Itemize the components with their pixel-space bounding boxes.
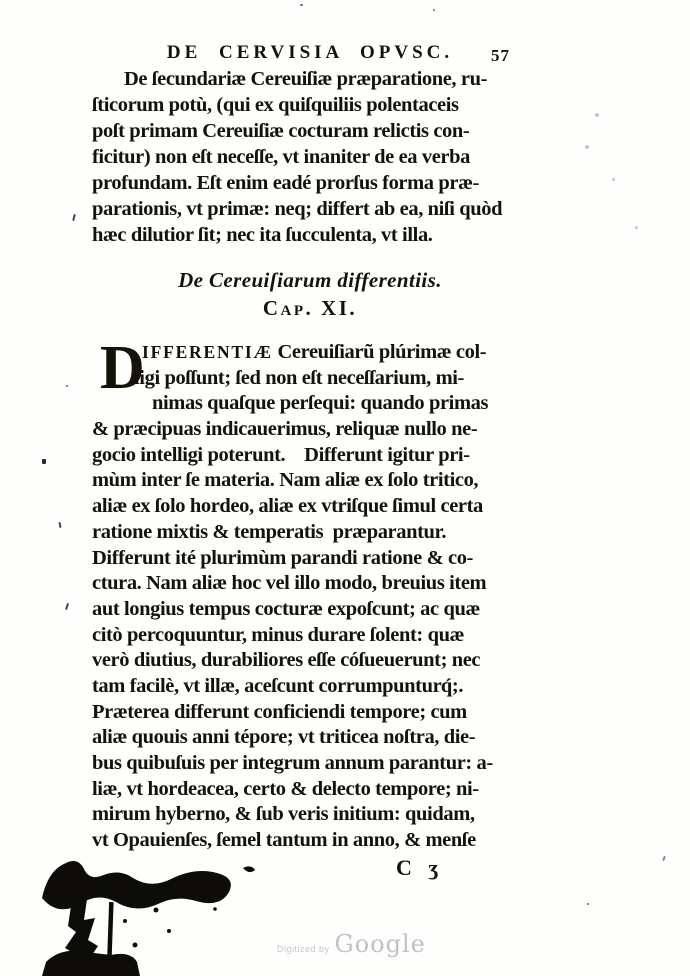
scan-speckle — [635, 226, 638, 229]
text-line: ficitur) non eſt neceſſe, vt inaniter de ea verba — [92, 146, 470, 168]
scan-speckle — [585, 145, 589, 149]
paragraph-secundaria-cereuisia — [92, 66, 570, 248]
text-line: mùm inter ſe materia. Nam aliæ ex ſolo tritico, — [92, 469, 479, 492]
text-line: Præterea differunt conficiendi tempore; cum — [92, 700, 467, 723]
text-line: citò percoquuntur, minus durare ſolent: quæ — [92, 623, 464, 646]
watermark-prefix: Digitized by — [277, 944, 330, 954]
text-line: Differunt ité plurimùm parandi ratione & co- — [92, 546, 473, 569]
text-line: mirum hyberno, & ſub veris initium: quidam, — [92, 803, 475, 826]
text-line: aliæ quouis anni tépore; vt triticea noſtra, die- — [92, 726, 476, 749]
text-line — [92, 340, 570, 366]
chapter-heading — [75, 266, 545, 322]
scan-speckle — [300, 4, 303, 6]
text-line: & præcipuas indicauerimus, reliquæ nullo ne- — [92, 418, 478, 441]
text-line: tam facilè, vt illæ, aceſcunt corrumpunturq́;. — [92, 674, 464, 697]
text-line: poſt primam Cereuiſiæ cocturam relictis con- — [92, 120, 470, 142]
chapter-number: Cap. XI. — [262, 296, 358, 320]
text-line: verò diutius, durabiliores eſſe cóſueuerunt; nec — [92, 649, 481, 672]
lead-word-small-caps: IFFERENTIÆ — [142, 342, 273, 362]
google-logo: Google — [334, 930, 426, 958]
text-line: gocio intelligi poterunt. Differunt igitur pri- — [92, 443, 470, 466]
scan-speckle — [65, 603, 69, 610]
scan-speckle — [433, 9, 435, 11]
chapter-title-italic: De Cereuiſiarum differentiis. — [178, 268, 442, 292]
text-line: parationis, vt primæ: neq; differt ab ea, niſi quòd — [92, 198, 503, 220]
text-line: profundam. Eſt enim eadé prorſus forma præ- — [92, 172, 479, 194]
text-line: ſticorum potù, (qui ex quiſquiliis polentaceis — [92, 94, 459, 116]
page-number: 57 — [491, 46, 510, 65]
scan-speckle — [42, 459, 46, 464]
first-line-rest: Cereuiſiarũ plúrimæ col- — [272, 341, 487, 363]
signature-mark: C ʒ — [396, 855, 439, 880]
scan-speckle — [587, 903, 589, 905]
scan-speckle — [595, 113, 599, 117]
scan-speckle — [58, 522, 61, 528]
scan-speckle — [66, 385, 68, 387]
paragraph-differentiae — [92, 334, 570, 854]
text-line: aut longius tempus cocturæ expoſcunt; ac quæ — [92, 597, 480, 620]
drop-cap-letter: D — [100, 334, 145, 402]
text-line: aliæ ex ſolo hordeo, aliæ ex vtriſque ſimul certa — [92, 495, 483, 518]
text-line: De ſecundariæ Cereuiſiæ præparatione, ru- — [124, 68, 488, 90]
scan-speckle — [612, 178, 615, 181]
text-line: liæ, vt hordeacea, certo & delecto tempore; ni- — [92, 777, 479, 800]
digitization-watermark — [277, 930, 426, 958]
text-line: ctura. Nam aliæ hoc vel illo modo, breuius item — [92, 572, 487, 595]
text-line: ligi poſſunt; ſed non eſt neceſſarium, mi- — [134, 366, 464, 389]
scan-speckle — [662, 856, 666, 861]
scan-speckle — [72, 214, 76, 221]
running-header: DE CERVISIA OPVSC. — [166, 42, 454, 63]
text-line: vt Opauienſes, ſemel tantum in anno, & menſe — [92, 829, 476, 852]
text-line: bus quibuſuis per integrum annum parantur: a- — [92, 752, 493, 774]
text-line: hæc dilutior ſit; nec ita ſucculenta, vt illa. — [92, 224, 433, 246]
text-line: nimas quaſque perſequi: quando primas — [152, 392, 489, 415]
text-line: ratione mixtis & temperatis præparantur. — [92, 520, 447, 543]
ink-blot — [18, 852, 258, 976]
